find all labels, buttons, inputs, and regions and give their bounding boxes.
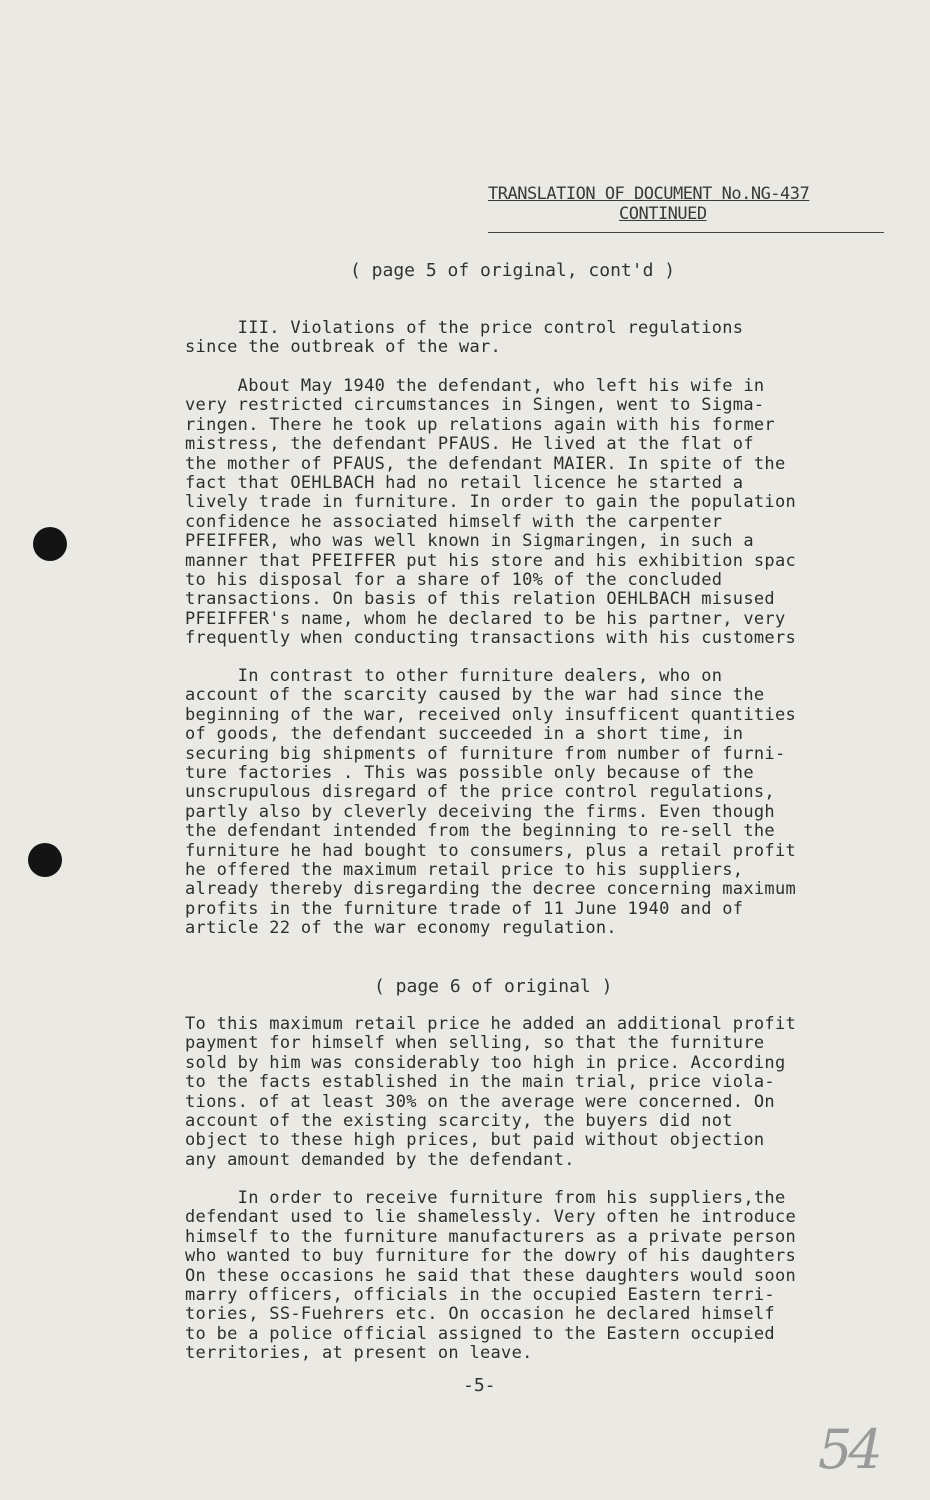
section-heading: III. Violations of the price control regulations since the outbreak of the war. [185,318,744,358]
header-title: TRANSLATION OF DOCUMENT No.NG-437 [488,184,810,204]
header-rule [488,232,884,233]
paragraph-3: To this maximum retail price he added an additional profit payment for himself when selling, so that the furniture sold by him was considerably too high in price. According to the facts established in the main trial, price viola- tions. of at least 30% on the average were concerned. On account of the existing scarcity, the buyers did not object to these high prices, but paid without objection any amount demanded by the defendant. [185,1014,797,1170]
header-continued: CONTINUED [619,204,707,224]
punch-hole-top [33,527,67,561]
punch-hole-bottom [28,843,62,877]
paragraph-4: In order to receive furniture from his suppliers,the defendant used to lie shamelessly. Very often he introduce himself to the furniture manufacturers as a private person who wanted to buy furniture for the dowry of his daughters On these occasions he said that these daughters would soon marry officers, officials in the occupied Eastern terri- tories, SS-Fuehrers etc. On occasion he declared himself to be a police official assigned to the Eastern occupied territories, at present on leave. [185,1188,797,1364]
document-header [488,184,884,233]
footer-page-number: -5- [463,1375,496,1396]
paragraph-2: In contrast to other furniture dealers, who on account of the scarcity caused by the war had since the beginning of the war, received only insufficent quantities of goods, the defendant succeeded in a short time, in securing big shipments of furniture from number of furni- ture factories . This was possible only because of the unscrupulous disregard of the price control regulations, partly also by cleverly deceiving the firms. Even though the defendant intended from the beginning to re-sell the furniture he had bought to consumers, plus a retail profit he offered the maximum retail price to his suppliers, already thereby disregarding the decree concerning maximum profits in the furniture trade of 11 June 1940 and of article 22 of the war economy regulation. [185,666,797,939]
page-reference-5: ( page 5 of original, cont'd ) [350,260,676,281]
paragraph-1: About May 1940 the defendant, who left his wife in very restricted circumstances in Singen, went to Sigma- ringen. There he took up relations again with his former mistress, the defendant PFAUS. He lived at the flat of the mother of PFAUS, the defendant MAIER. In spite of the fact that OEHLBACH had no retail licence he started a lively trade in furniture. In order to gain the population confidence he associated himself with the carpenter PFEIFFER, who was well known in Sigmaringen, in such a manner that PFEIFFER put his store and his exhibition spac to his disposal for a share of 10% of the concluded transactions. On basis of this relation OEHLBACH misused PFEIFFER's name, whom he declared to be his partner, very frequently when conducting transactions with his customers [185,376,797,649]
handwritten-page-number: 54 [818,1418,879,1481]
page-reference-6: ( page 6 of original ) [374,976,613,997]
